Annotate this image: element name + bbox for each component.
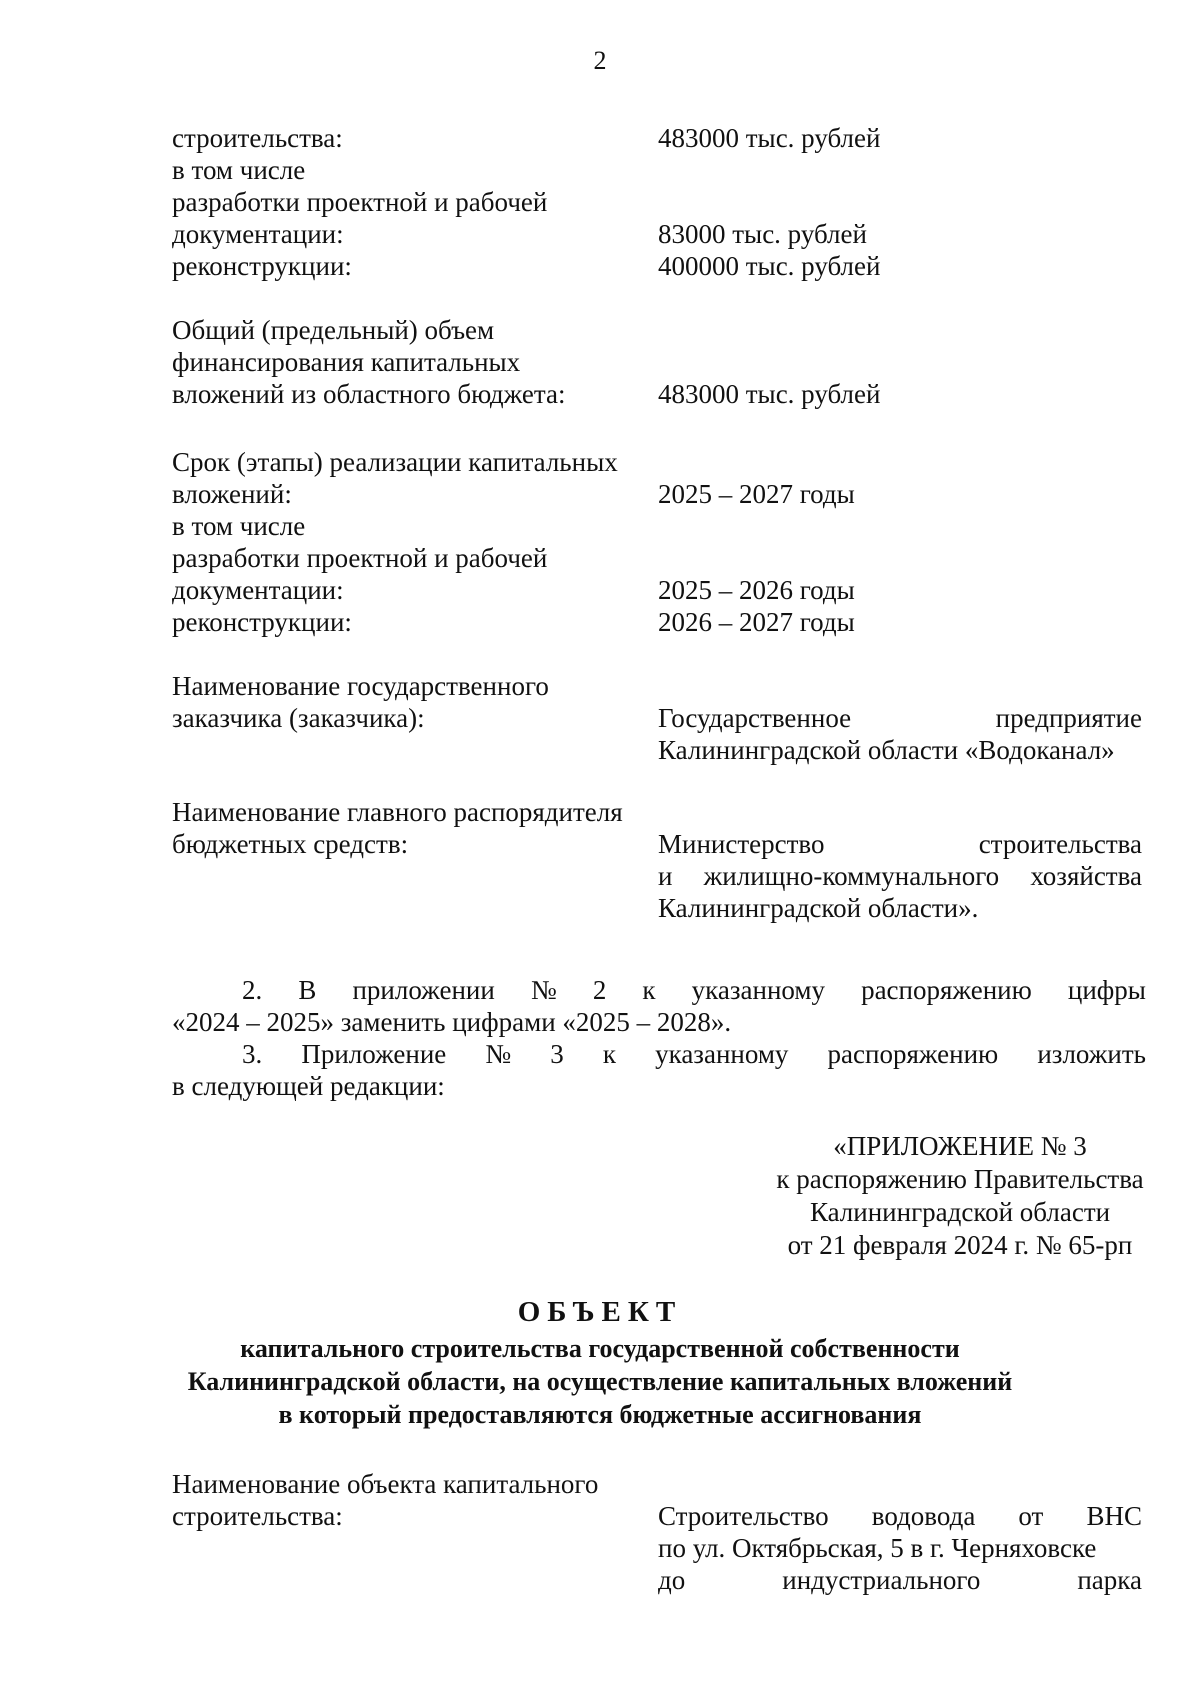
item3-word: распоряжению bbox=[827, 1039, 999, 1069]
construction-value: 483000 тыс. рублей bbox=[658, 123, 881, 153]
object-heading: ОБЪЕКТ bbox=[517, 1296, 683, 1328]
funding-label-line1: Общий (предельный) объем bbox=[172, 315, 495, 345]
administrator-label-line1: Наименование главного распорядителя bbox=[172, 797, 623, 827]
object-name-value-line2: по ул. Октябрьская, 5 в г. Черняховске bbox=[658, 1533, 1097, 1563]
funding-label-line3: вложений из областного бюджета: bbox=[172, 379, 566, 409]
item2-line1 bbox=[242, 974, 1146, 1007]
administrator-value-word: и bbox=[658, 861, 673, 891]
customer-label-line2: заказчика (заказчика): bbox=[172, 703, 425, 733]
administrator-value-line3: Калининградской области». bbox=[658, 893, 979, 923]
item3-word: № bbox=[485, 1039, 512, 1069]
appendix-line3: Калининградской области bbox=[809, 1197, 1111, 1227]
object-name-word: от bbox=[1018, 1501, 1044, 1531]
item3-word: к bbox=[602, 1039, 616, 1069]
item2-word: приложении bbox=[352, 975, 495, 1005]
item2-word: № bbox=[530, 975, 557, 1005]
item3-word: Приложение bbox=[301, 1039, 447, 1069]
page-number: 2 bbox=[593, 46, 607, 75]
item2-line2: «2024 – 2025» заменить цифрами «2025 – 2028». bbox=[172, 1007, 732, 1037]
including-label: в том числе bbox=[172, 155, 306, 185]
design-label-line1: разработки проектной и рабочей bbox=[172, 187, 548, 217]
term-reconstruction-value: 2026 – 2027 годы bbox=[658, 607, 855, 637]
object-name-word: парка bbox=[1077, 1565, 1142, 1595]
item2-word: В bbox=[298, 975, 317, 1005]
object-title-line1: капитального строительства государственной собственности bbox=[240, 1334, 960, 1363]
design-label-line2: документации: bbox=[172, 219, 344, 249]
term-design-value: 2025 – 2026 годы bbox=[658, 575, 855, 605]
customer-value-line2: Калининградской области «Водоканал» bbox=[658, 735, 1115, 765]
object-title-line3: в который предоставляются бюджетные ассигнования bbox=[278, 1400, 922, 1429]
object-name-word: индустриального bbox=[782, 1565, 981, 1595]
customer-label-line1: Наименование государственного bbox=[172, 671, 549, 701]
reconstruction-label: реконструкции: bbox=[172, 251, 352, 281]
item3-word: указанному bbox=[655, 1039, 789, 1069]
term-label-line1: Срок (этапы) реализации капитальных bbox=[172, 447, 618, 477]
funding-label-line2: финансирования капитальных bbox=[172, 347, 521, 377]
term-reconstruction-label: реконструкции: bbox=[172, 607, 352, 637]
term-label-line2: вложений: bbox=[172, 479, 292, 509]
object-name-value-line3 bbox=[658, 1564, 1142, 1597]
object-name-word: водовода bbox=[871, 1501, 976, 1531]
administrator-value-word: хозяйства bbox=[1030, 861, 1142, 891]
item2-word: 2. bbox=[242, 975, 263, 1005]
appendix-line4: от 21 февраля 2024 г. № 65-рп bbox=[787, 1230, 1133, 1260]
administrator-value-word: Министерство bbox=[658, 829, 825, 859]
term-including-label: в том числе bbox=[172, 511, 306, 541]
term-value: 2025 – 2027 годы bbox=[658, 479, 855, 509]
customer-value-word: Государственное bbox=[658, 703, 852, 733]
item3-line2: в следующей редакции: bbox=[172, 1071, 445, 1101]
customer-value-line1 bbox=[658, 702, 1142, 735]
object-name-word: ВНС bbox=[1086, 1501, 1142, 1531]
object-name-label-line1: Наименование объекта капитального bbox=[172, 1469, 599, 1499]
object-name-word: Строительство bbox=[658, 1501, 829, 1531]
item2-word: к bbox=[642, 975, 656, 1005]
appendix-line2: к распоряжению Правительства bbox=[776, 1164, 1144, 1194]
item3-word: изложить bbox=[1037, 1039, 1146, 1069]
term-design-line2: документации: bbox=[172, 575, 344, 605]
administrator-value-line1 bbox=[658, 828, 1142, 861]
term-design-line1: разработки проектной и рабочей bbox=[172, 543, 548, 573]
object-title-line2: Калининградской области, на осуществление капитальных вложений bbox=[187, 1367, 1013, 1396]
object-name-word: до bbox=[658, 1565, 686, 1595]
item2-word: распоряжению bbox=[861, 975, 1032, 1005]
design-value: 83000 тыс. рублей bbox=[658, 219, 867, 249]
object-name-label-line2: строительства: bbox=[172, 1501, 343, 1531]
administrator-value-line2 bbox=[658, 860, 1142, 893]
item2-word: 2 bbox=[592, 975, 607, 1005]
item3-word: 3 bbox=[550, 1039, 564, 1069]
object-name-value-line1 bbox=[658, 1500, 1142, 1533]
reconstruction-value: 400000 тыс. рублей bbox=[658, 251, 881, 281]
administrator-label-line2: бюджетных средств: bbox=[172, 829, 409, 859]
appendix-line1: «ПРИЛОЖЕНИЕ № 3 bbox=[833, 1131, 1087, 1161]
item3-word: 3. bbox=[242, 1039, 263, 1069]
item2-word: цифры bbox=[1067, 975, 1146, 1005]
administrator-value-word: жилищно-коммунального bbox=[703, 861, 1000, 891]
administrator-value-word: строительства bbox=[978, 829, 1142, 859]
item2-word: указанному bbox=[691, 975, 825, 1005]
construction-label: строительства: bbox=[172, 123, 343, 153]
funding-value: 483000 тыс. рублей bbox=[658, 379, 881, 409]
customer-value-word: предприятие bbox=[995, 703, 1142, 733]
item3-line1 bbox=[242, 1038, 1146, 1071]
